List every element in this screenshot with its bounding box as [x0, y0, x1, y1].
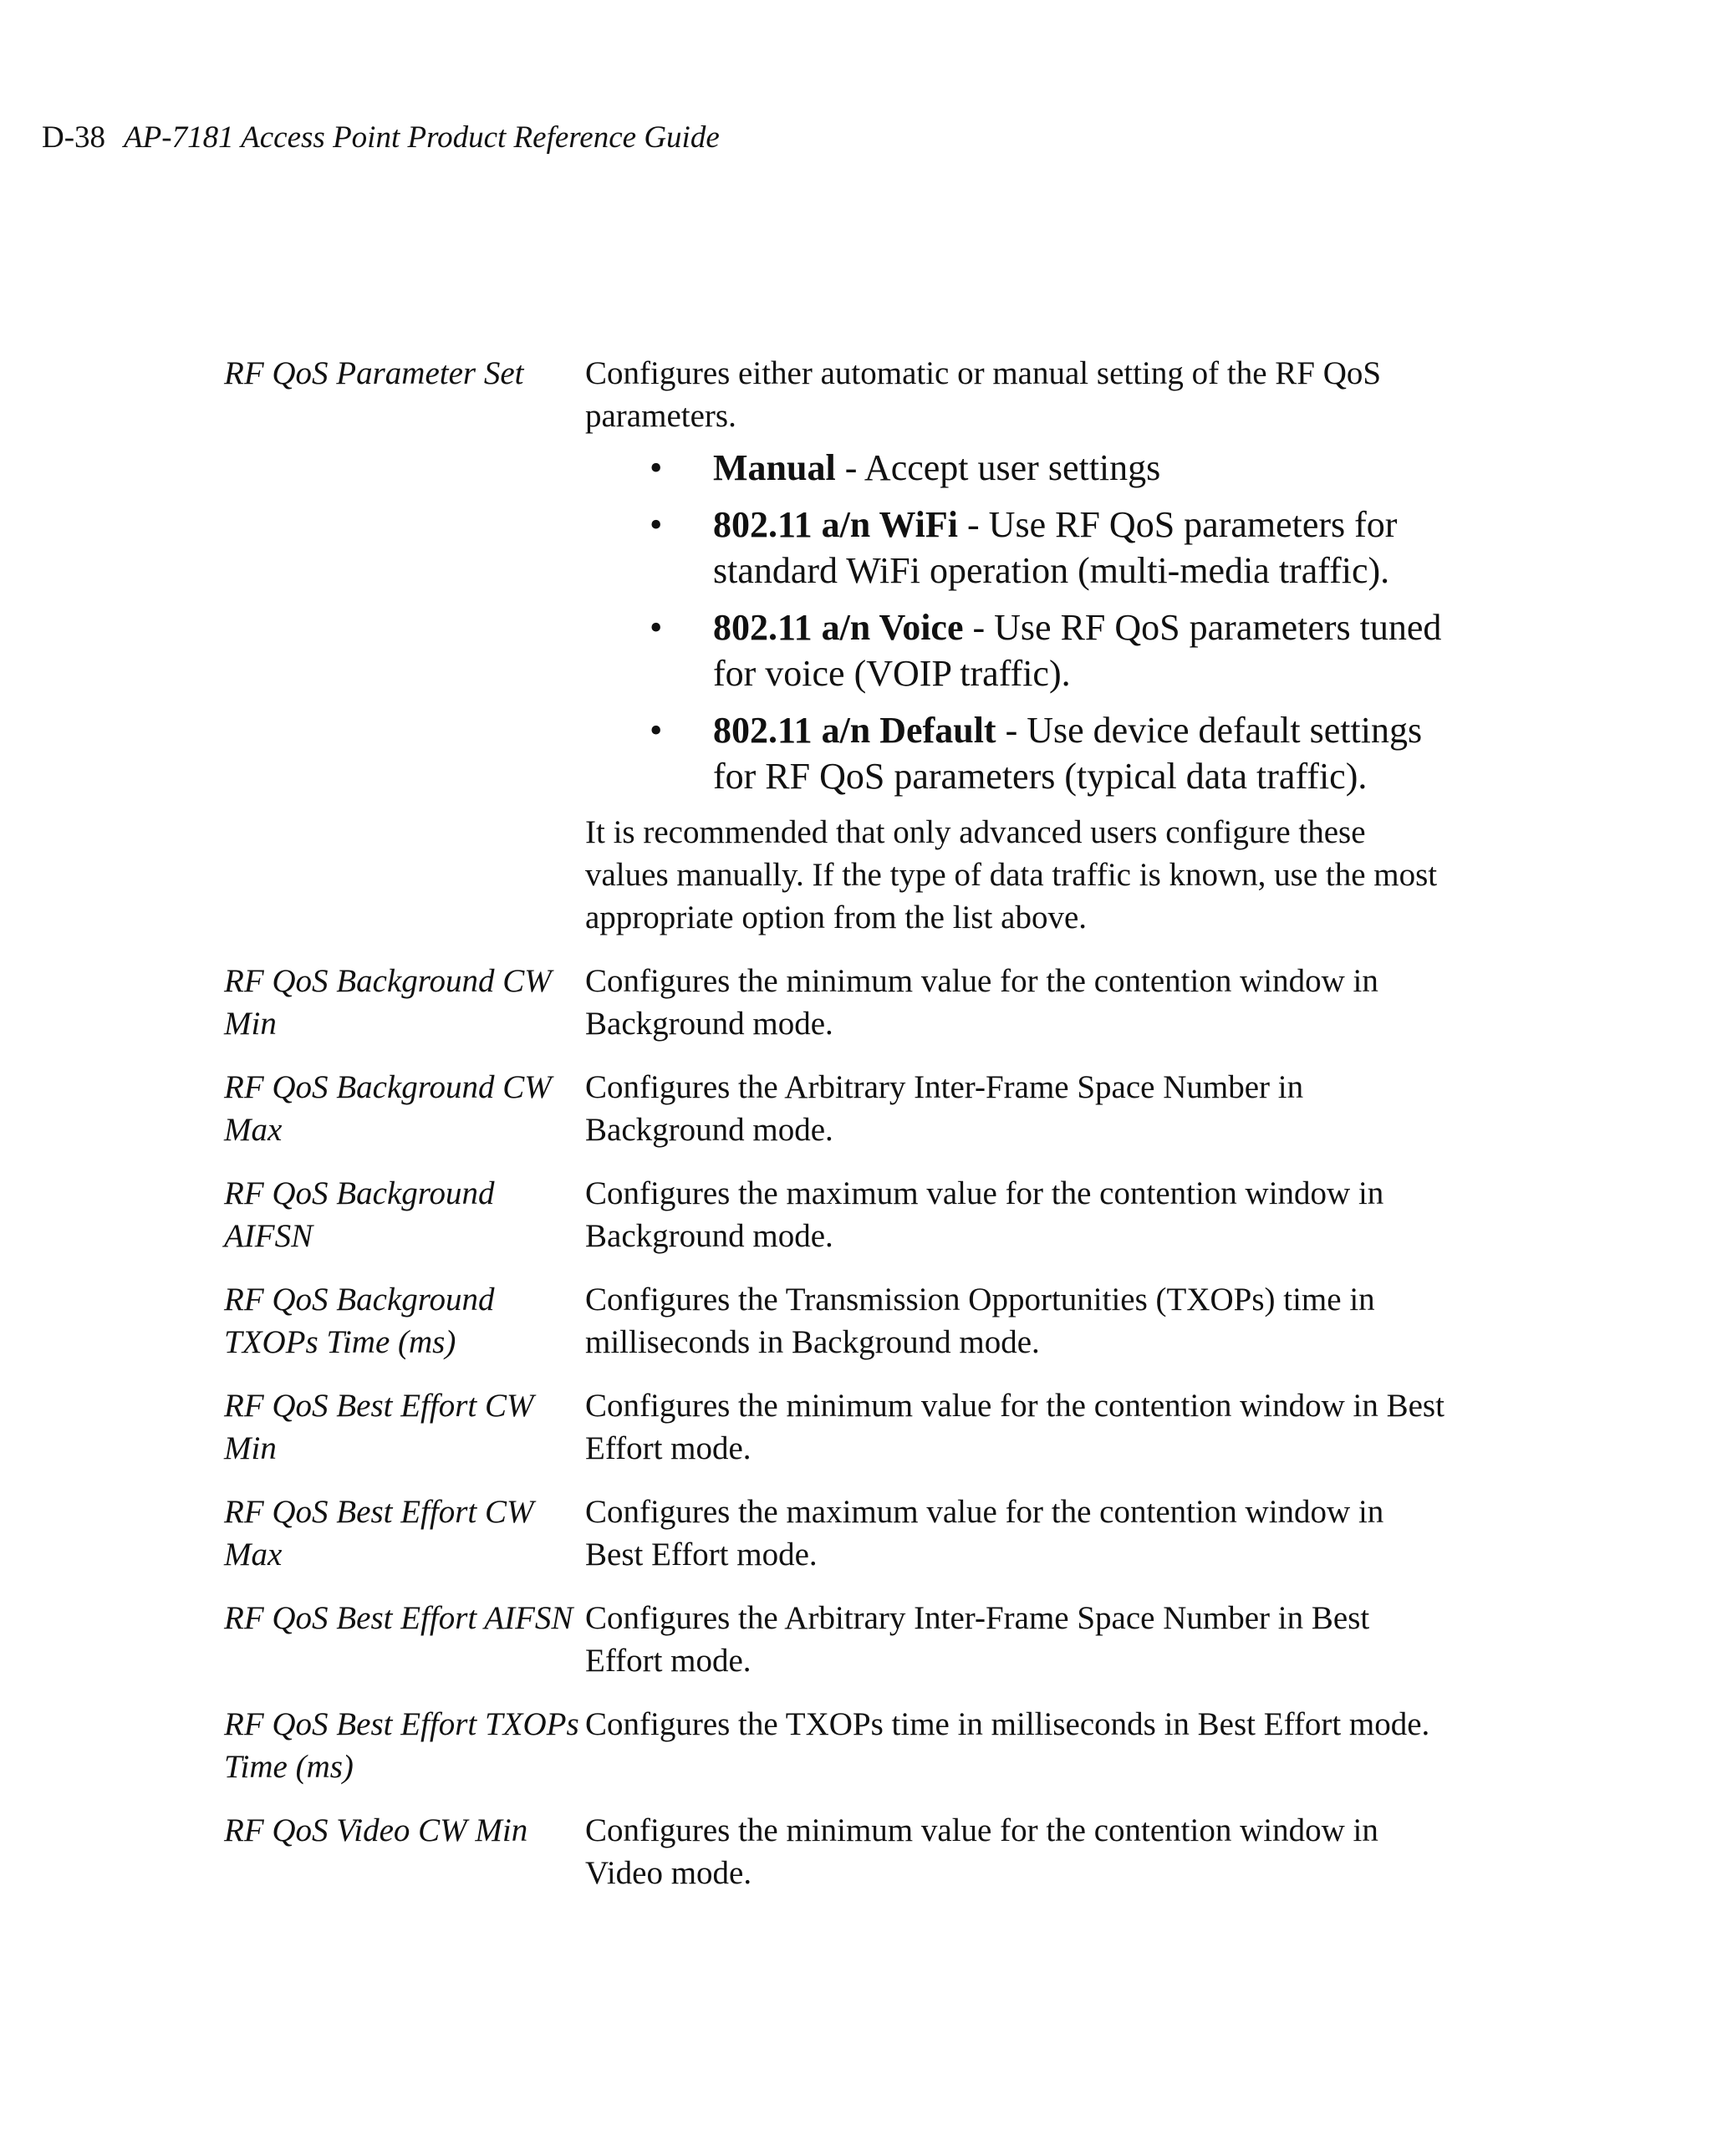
parameter-description: Configures the Arbitrary Inter-Frame Space Number in Background mode. [585, 1069, 1304, 1148]
table-row [224, 1066, 1444, 1151]
page-header [42, 120, 720, 156]
table-row [224, 1278, 1444, 1363]
parameter-description: Configures the maximum value for the contention window in Background mode. [585, 1175, 1384, 1254]
parameter-description: Configures the minimum value for the contention window in Best Effort mode. [585, 1388, 1444, 1466]
list-item [585, 707, 1444, 799]
parameter-term: RF QoS Background AIFSN [224, 1175, 495, 1254]
table-row [224, 1491, 1444, 1576]
bullet-icon: • [650, 710, 663, 751]
option-text: - Use RF QoS parameters for standard WiFi operation (multi-media traffic). [713, 504, 1398, 591]
parameter-term: RF QoS Best Effort CW Min [224, 1388, 534, 1466]
parameter-term: RF QoS Video CW Min [224, 1812, 528, 1848]
parameter-term: RF QoS Background TXOPs Time (ms) [224, 1282, 495, 1360]
option-name: 802.11 a/n WiFi [713, 504, 959, 545]
parameter-description: Configures the minimum value for the contention window in Video mode. [585, 1812, 1378, 1891]
parameter-term: RF QoS Parameter Set [224, 355, 524, 391]
option-text: - Use device default settings for RF QoS parameters (typical data traffic). [713, 710, 1423, 797]
parameter-table [224, 352, 1444, 1894]
list-item [585, 604, 1444, 696]
option-name: 802.11 a/n Voice [713, 607, 964, 648]
option-name: 802.11 a/n Default [713, 710, 996, 751]
parameter-description: Configures the TXOPs time in milliseconds in Best Effort mode. [585, 1706, 1430, 1742]
option-text: - Use RF QoS parameters tuned for voice (VOIP traffic). [713, 607, 1442, 694]
parameter-note: It is recommended that only advanced users configure these values manually. If the type of data traffic is known, use the most appropriate option from the list above. [585, 814, 1438, 935]
bullet-icon: • [650, 607, 663, 648]
bullet-icon: • [650, 447, 663, 488]
page-number: D-38 [42, 120, 106, 155]
option-list [585, 445, 1444, 799]
table-row [224, 960, 1444, 1045]
table-row [224, 1384, 1444, 1470]
parameter-term: RF QoS Background CW Min [224, 963, 552, 1042]
parameter-term: RF QoS Best Effort AIFSN [224, 1600, 573, 1636]
parameter-term: RF QoS Best Effort CW Max [224, 1494, 534, 1572]
table-row [224, 1172, 1444, 1257]
bullet-icon: • [650, 504, 663, 545]
table-row [224, 352, 1444, 939]
parameter-description: Configures the maximum value for the contention window in Best Effort mode. [585, 1494, 1384, 1572]
parameter-description: Configures the Transmission Opportunities (TXOPs) time in milliseconds in Background mode. [585, 1282, 1375, 1360]
parameter-description: Configures the minimum value for the contention window in Background mode. [585, 963, 1378, 1042]
parameter-term: RF QoS Best Effort TXOPs Time (ms) [224, 1706, 579, 1785]
list-item [585, 445, 1444, 491]
guide-title: AP-7181 Access Point Product Reference Guide [124, 120, 720, 155]
table-row [224, 1809, 1444, 1894]
table-row [224, 1597, 1444, 1682]
table-row [224, 1703, 1444, 1788]
option-name: Manual [713, 447, 836, 488]
option-text: - Accept user settings [835, 447, 1161, 488]
parameter-intro: Configures either automatic or manual setting of the RF QoS parameters. [585, 355, 1382, 434]
parameter-term: RF QoS Background CW Max [224, 1069, 552, 1148]
parameter-description: Configures the Arbitrary Inter-Frame Space Number in Best Effort mode. [585, 1600, 1370, 1679]
list-item [585, 502, 1444, 594]
parameter-description [585, 352, 1444, 939]
